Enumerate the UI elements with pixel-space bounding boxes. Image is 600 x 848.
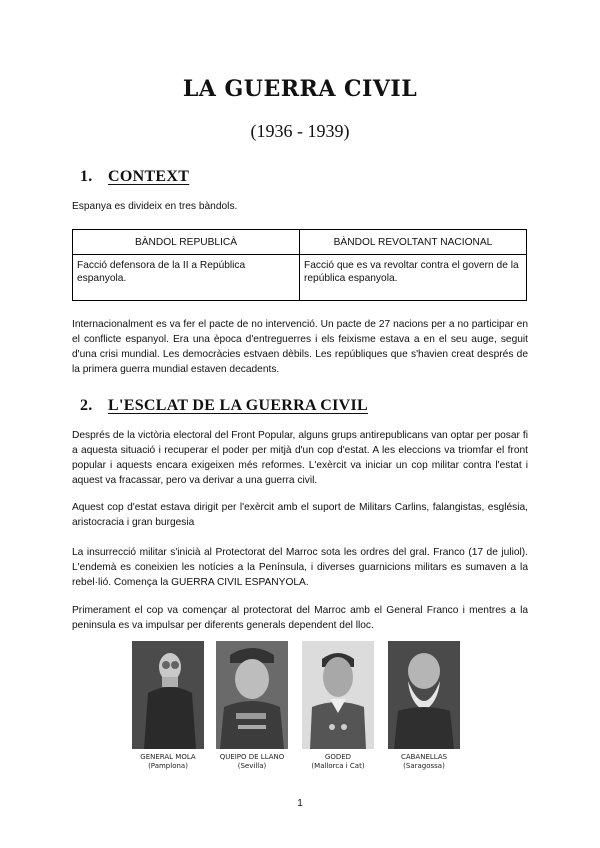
caption-name: CABANELLAS <box>400 753 448 761</box>
portrait-goded-image <box>302 641 374 749</box>
table-cell-republica: Facció defensora de la II a República espanyola. <box>73 255 300 301</box>
esclat-paragraph: Aquest cop d'estat estava dirigit per l'exèrcit amb el suport de Militars Carlins, falangistas, església, aristocracia i gran burgesia <box>72 502 528 528</box>
section-title: CONTEXT <box>108 168 190 185</box>
caption-place: (Pamplona) <box>148 762 188 770</box>
portrait-photo <box>388 641 460 749</box>
photo-caption <box>295 753 381 771</box>
section-title: L'ESCLAT DE LA GUERRA CIVIL <box>108 397 369 414</box>
section-number: 2. <box>80 397 93 414</box>
section-heading-context <box>80 168 189 186</box>
caption-place: (Saragossa) <box>403 762 445 770</box>
esclat-paragraph: Primerament el cop va començar al protectorat del Marroc amb el General Franco i mentres a la peninsula es va impulsar per diferents generals dependent del lloc. <box>72 605 528 631</box>
esclat-paragraph: La insurrecció militar s'inicià al Protectorat del Marroc sota les ordres del gral. Franco (17 de juliol). L'endemà es coneixien les notícies a la Península, i diverses guarnicions militars es sumaven a la rebel·lió. Comença la GUERRA CIVIL ESPANYOLA. <box>72 547 528 588</box>
portrait-photo <box>132 641 204 749</box>
section-heading-esclat <box>80 397 368 415</box>
photo-caption <box>209 753 295 771</box>
page-subtitle: (1936 - 1939) <box>250 121 350 141</box>
portrait-queipo-image <box>216 641 288 749</box>
photo-caption <box>125 753 211 771</box>
portrait-mola-image <box>132 641 204 749</box>
caption-name: QUEIPO DE LLANO <box>219 753 285 761</box>
caption-name: GENERAL MOLA <box>140 753 196 761</box>
esclat-paragraph: Després de la victòria electoral del Front Popular, alguns grups antirepublicans van optar per posar fi a aquesta situació i recuperar el poder per mitjà d'un cop d'estat. A les eleccions va triomfar el front popular i aquests encara exigeixen més reformes. L'exèrcit va iniciar un cop militar contra l'estat i aquest va fracassar, pero va derivar a una guerra civil. <box>72 430 528 486</box>
section-number: 1. <box>80 168 93 185</box>
bandols-table <box>72 229 527 301</box>
photo-caption <box>381 753 467 771</box>
page-number: 1 <box>297 798 303 809</box>
portrait-cabanellas-image <box>388 641 460 749</box>
table-header-nacional: BÀNDOL REVOLTANT NACIONAL <box>300 230 527 255</box>
caption-name: GODED <box>324 753 352 761</box>
context-paragraph: Internacionalment es va fer el pacte de no intervenció. Un pacte de 27 nacions per a no participar en el conflicte espanyol. Era una època d'entreguerres i els feixisme estava a en el seu auge, seguit d'una crisi mundial. Les democràcies estvaen dèbils. Les repúbliques que s'havien creat després de la primera guerra mundial estaven decadents. <box>72 319 528 375</box>
generals-photos <box>130 641 482 779</box>
context-intro: Espanya es divideix en tres bàndols. <box>72 201 238 212</box>
caption-place: (Mallorca i Cat) <box>311 762 365 770</box>
table-header-republica: BÀNDOL REPUBLICÀ <box>73 230 300 255</box>
caption-place: (Sevilla) <box>237 762 267 770</box>
page-title: LA GUERRA CIVIL <box>182 76 418 102</box>
table-cell-nacional: Facció que es va revoltar contra el govern de la república espanyola. <box>300 255 527 301</box>
portrait-photo <box>302 641 374 749</box>
portrait-photo <box>216 641 288 749</box>
